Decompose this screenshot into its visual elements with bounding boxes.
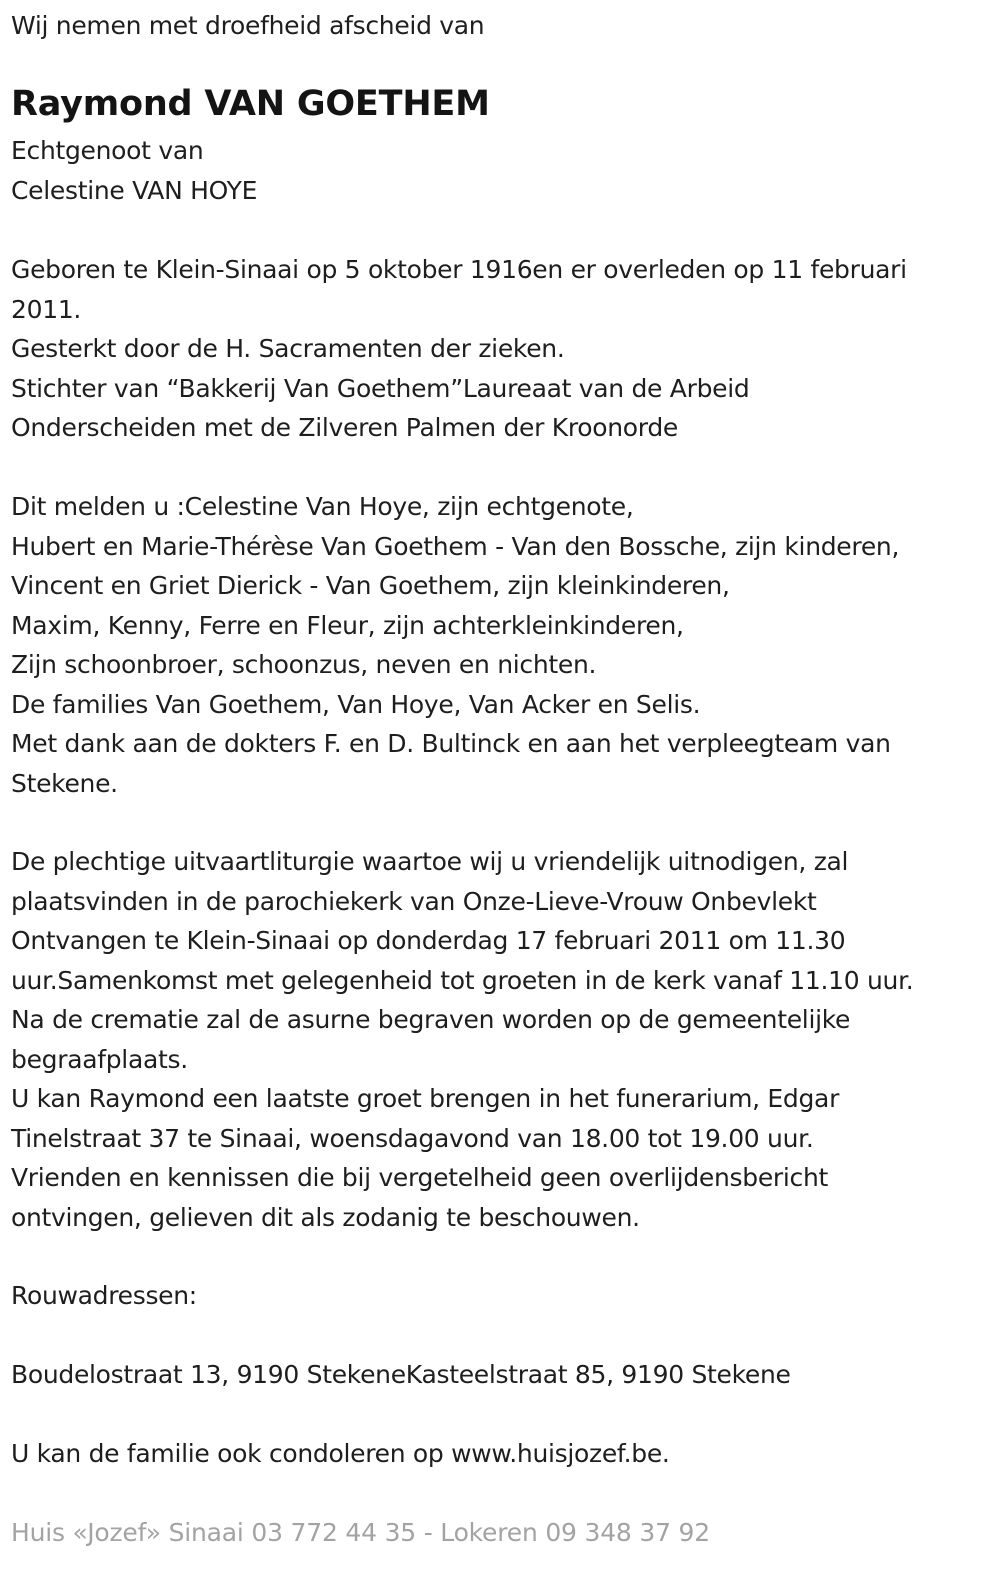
family-line: Vincent en Griet Dierick - Van Goethem, zijn kleinkinderen,: [11, 571, 730, 600]
bio-line: Onderscheiden met de Zilveren Palmen der Kroonorde: [11, 413, 678, 442]
bio-line: Geboren te Klein-Sinaai op 5 oktober 1916en er overleden op 11 februari: [11, 255, 907, 284]
ceremony-line: Ontvangen te Klein-Sinaai op donderdag 17 februari 2011 om 11.30: [11, 926, 846, 955]
bio-line: 2011.: [11, 294, 82, 324]
funeral-home-footer: Huis «Jozef» Sinaai 03 772 44 35 - Lokeren 09 348 37 92: [11, 1518, 710, 1547]
family-announcement-section: [11, 487, 899, 803]
ceremony-line: Tinelstraat 37 te Sinaai, woensdagavond van 18.00 tot 19.00 uur.: [11, 1123, 814, 1153]
family-line: Stekene.: [11, 768, 118, 798]
ceremony-line: ontvingen, gelieven dit als zodanig te beschouwen.: [11, 1202, 640, 1232]
ceremony-line: U kan Raymond een laatste groet brengen in het funerarium, Edgar: [11, 1084, 840, 1113]
online-condolences-text: U kan de familie ook condoleren op www.huisjozef.be.: [11, 1439, 670, 1468]
family-line: Met dank aan de dokters F. en D. Bultinck en aan het verpleegteam van: [11, 729, 891, 758]
ceremony-line: Vrienden en kennissen die bij vergetelheid geen overlijdensbericht: [11, 1163, 829, 1192]
mourning-addresses: Boudelostraat 13, 9190 StekeneKasteelstraat 85, 9190 Stekene: [11, 1360, 791, 1389]
family-line: De families Van Goethem, Van Hoye, Van Acker en Selis.: [11, 689, 701, 719]
spouse-section: [11, 131, 257, 210]
intro-text: Wij nemen met droefheid afscheid van: [11, 11, 485, 40]
ceremony-section: [11, 842, 913, 1237]
bio-line: Gesterkt door de H. Sacramenten der zieken.: [11, 334, 565, 363]
bio-line: Stichter van “Bakkerij Van Goethem”Laureaat van de Arbeid: [11, 373, 750, 403]
deceased-name-heading: Raymond VAN GOETHEM: [11, 84, 490, 124]
ceremony-line: De plechtige uitvaartliturgie waartoe wij u vriendelijk uitnodigen, zal: [11, 847, 849, 876]
family-line: Maxim, Kenny, Ferre en Fleur, zijn achterkleinkinderen,: [11, 610, 684, 640]
addresses-title: Rouwadressen:: [11, 1281, 197, 1310]
ceremony-line: uur.Samenkomst met gelegenheid tot groeten in de kerk vanaf 11.10 uur.: [11, 965, 914, 995]
family-line: Zijn schoonbroer, schoonzus, neven en nichten.: [11, 650, 597, 679]
ceremony-line: Na de crematie zal de asurne begraven worden op de gemeentelijke: [11, 1005, 851, 1034]
biography-section: [11, 250, 907, 448]
family-line: Hubert en Marie-Thérèse Van Goethem - Van den Bossche, zijn kinderen,: [11, 531, 900, 561]
spouse-line: Celestine VAN HOYE: [11, 175, 258, 205]
family-line: Dit melden u :Celestine Van Hoye, zijn echtgenote,: [11, 492, 634, 521]
ceremony-line: plaatsvinden in de parochiekerk van Onze-Lieve-Vrouw Onbevlekt: [11, 886, 817, 916]
spouse-line: Echtgenoot van: [11, 136, 204, 165]
ceremony-line: begraafplaats.: [11, 1044, 188, 1074]
